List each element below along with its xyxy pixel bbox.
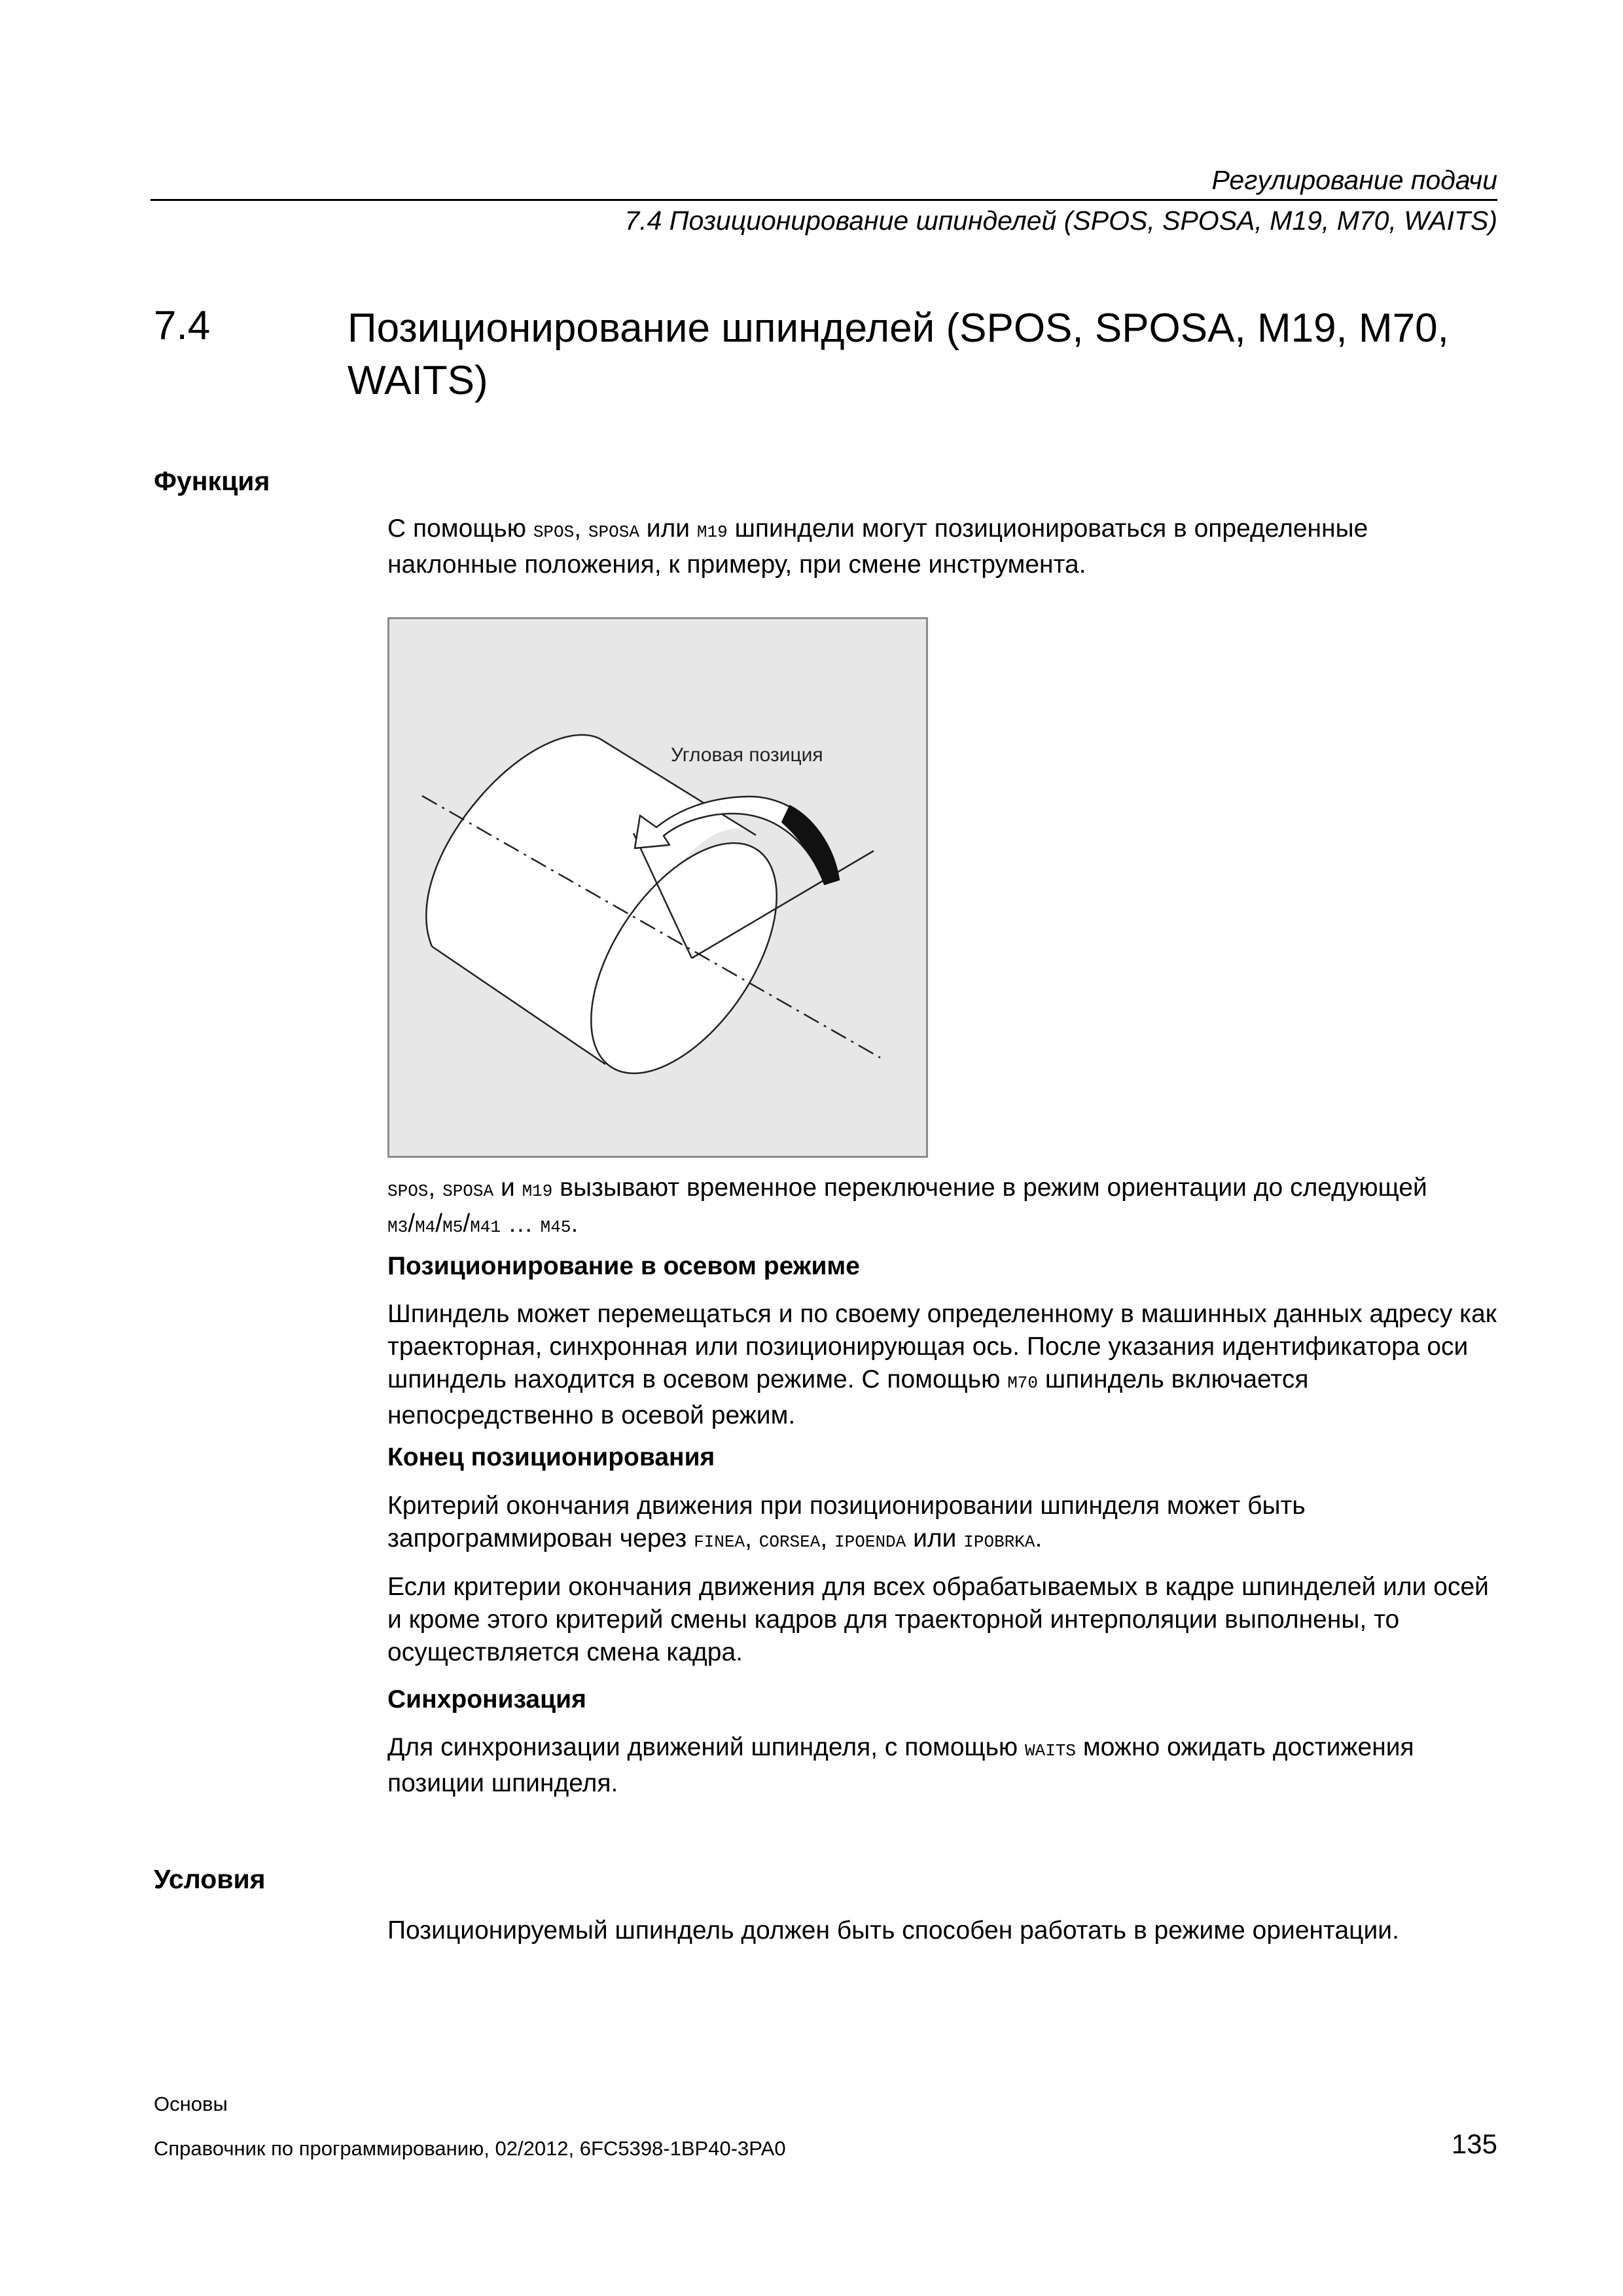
axis-mode-paragraph: Шпиндель может перемещаться и по своему определенному в машинных данных адресу как траекторная, синхронная или позиционирующая ось. После указания идентификатора оси шпиндель находится в осевом режиме. С помощью M70 шпиндель включается непосредственно в осевой режим. — [387, 1300, 1497, 1429]
figure-label-angular-position: Угловая позиция — [671, 744, 823, 766]
footer-reference: Справочник по программированию, 02/2012, 6FC5398-1BP40-3PA0 — [154, 2137, 786, 2160]
axis-mode-heading: Позиционирование в осевом режиме — [387, 1252, 860, 1280]
conditions-paragraph: Позиционируемый шпиндель должен быть способен работать в режиме ориентации. — [387, 1916, 1399, 1945]
section-title: Позиционирование шпинделей (SPOS, SPOSA, M19, M70, WAITS) — [348, 306, 1449, 403]
running-header-chapter: Регулирование подачи — [1211, 165, 1497, 195]
end-positioning-paragraph-1: Критерий окончания движения при позиционировании шпинделя может быть запрограммирован через FINEA, CORSEA, IPOENDA или IPOBRKA. — [387, 1492, 1306, 1552]
page-number: 135 — [1451, 2128, 1497, 2159]
code-m19: M19 — [696, 522, 728, 542]
section-number: 7.4 — [154, 303, 211, 348]
cylinder-diagram — [389, 619, 926, 1156]
end-positioning-paragraph-2: Если критерии окончания движения для всех обрабатываемых в кадре шпинделей или осей и кроме этого критерий смены кадров для траекторной интерполяции выполнены, то осуществляется смена кадра. — [387, 1573, 1489, 1666]
end-positioning-heading: Конец позиционирования — [387, 1443, 715, 1471]
running-header-section: 7.4 Позиционирование шпинделей (SPOS, SPOSA, M19, M70, WAITS) — [624, 206, 1497, 236]
intro-paragraph: С помощью SPOS, SPOSA или M19 шпиндели могут позиционироваться в определенные наклонные положения, к примеру, при смене инструмента. — [387, 514, 1368, 579]
spindle-angular-position-figure — [387, 617, 928, 1158]
header-rule — [151, 199, 1497, 201]
footer-title: Основы — [154, 2092, 228, 2115]
function-heading: Функция — [154, 466, 270, 496]
conditions-heading: Условия — [154, 1864, 266, 1894]
code-sPOS: SPOS — [533, 522, 575, 542]
sync-paragraph: Для синхронизации движений шпинделя, с помощью WAITS можно ожидать достижения позиции шпинделя. — [387, 1733, 1414, 1797]
orientation-mode-paragraph: SPOS, SPOSA и M19 вызывают временное переключение в режим ориентации до следующей M3/M4/M5/M41 … M45. — [387, 1174, 1427, 1238]
code-sposa: SPOSA — [588, 522, 639, 542]
sync-heading: Синхронизация — [387, 1685, 586, 1713]
